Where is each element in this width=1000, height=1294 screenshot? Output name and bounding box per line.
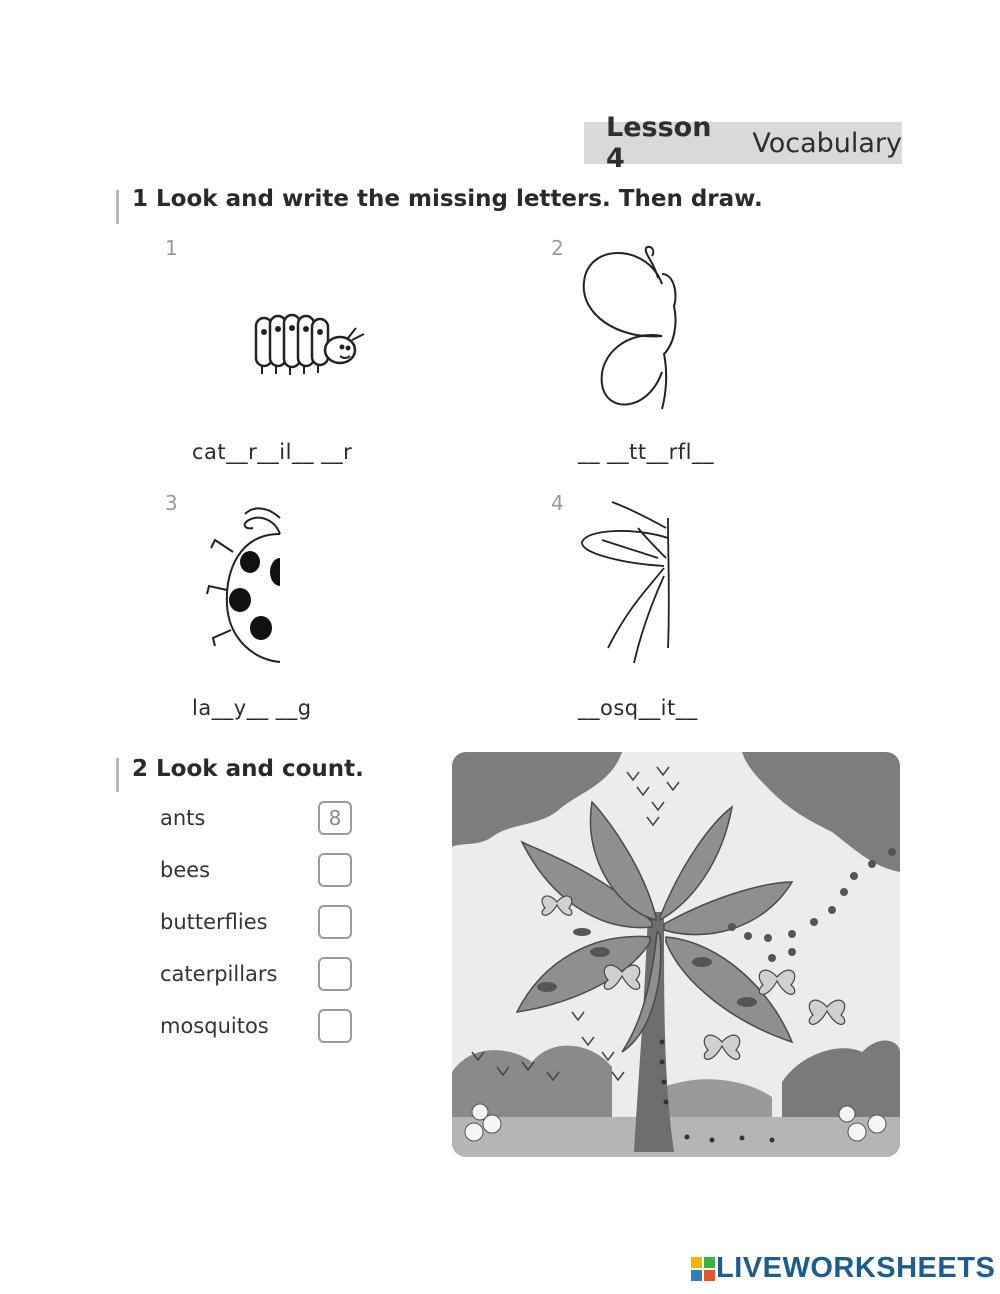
missing-letters-word-1[interactable]: cat__r__il__ __r	[192, 440, 353, 464]
section-marker	[116, 758, 119, 792]
count-label-mosquitos: mosquitos	[160, 1014, 269, 1038]
count-box-ants: 8	[318, 801, 352, 835]
count-box-butterflies[interactable]	[318, 905, 352, 939]
caterpillar-picture	[248, 308, 368, 380]
missing-letters-word-2[interactable]: __ __tt__rfl__	[578, 440, 715, 464]
count-label-butterflies: butterflies	[160, 910, 268, 934]
section2-title: 2 Look and count.	[132, 756, 364, 782]
item-number-2: 2	[551, 236, 564, 260]
count-label-caterpillars: caterpillars	[160, 962, 278, 986]
lesson-topic: Vocabulary	[752, 127, 902, 159]
insect-scene-picture	[452, 752, 900, 1157]
count-box-caterpillars[interactable]	[318, 957, 352, 991]
ladybird-half-picture	[205, 500, 290, 670]
count-box-mosquitos[interactable]	[318, 1009, 352, 1043]
count-label-ants: ants	[160, 806, 206, 830]
butterfly-half-picture	[578, 244, 688, 414]
count-label-bees: bees	[160, 858, 211, 882]
section1-title: 1 Look and write the missing letters. Then draw.	[132, 186, 763, 212]
missing-letters-word-3[interactable]: la__y__ __g	[192, 696, 312, 720]
missing-letters-word-4[interactable]: __osq__it__	[578, 696, 698, 720]
count-box-bees[interactable]	[318, 853, 352, 887]
lesson-number: Lesson 4	[606, 112, 712, 174]
liveworksheets-logo	[690, 1252, 995, 1285]
mosquito-half-picture	[578, 498, 678, 668]
lesson-header	[584, 112, 902, 174]
logo-grid-icon	[690, 1256, 716, 1282]
brand-name: LIVEWORKSHEETS	[716, 1252, 996, 1284]
item-number-4: 4	[551, 491, 564, 515]
item-number-3: 3	[165, 491, 178, 515]
item-number-1: 1	[165, 236, 178, 260]
section-marker	[116, 190, 119, 224]
